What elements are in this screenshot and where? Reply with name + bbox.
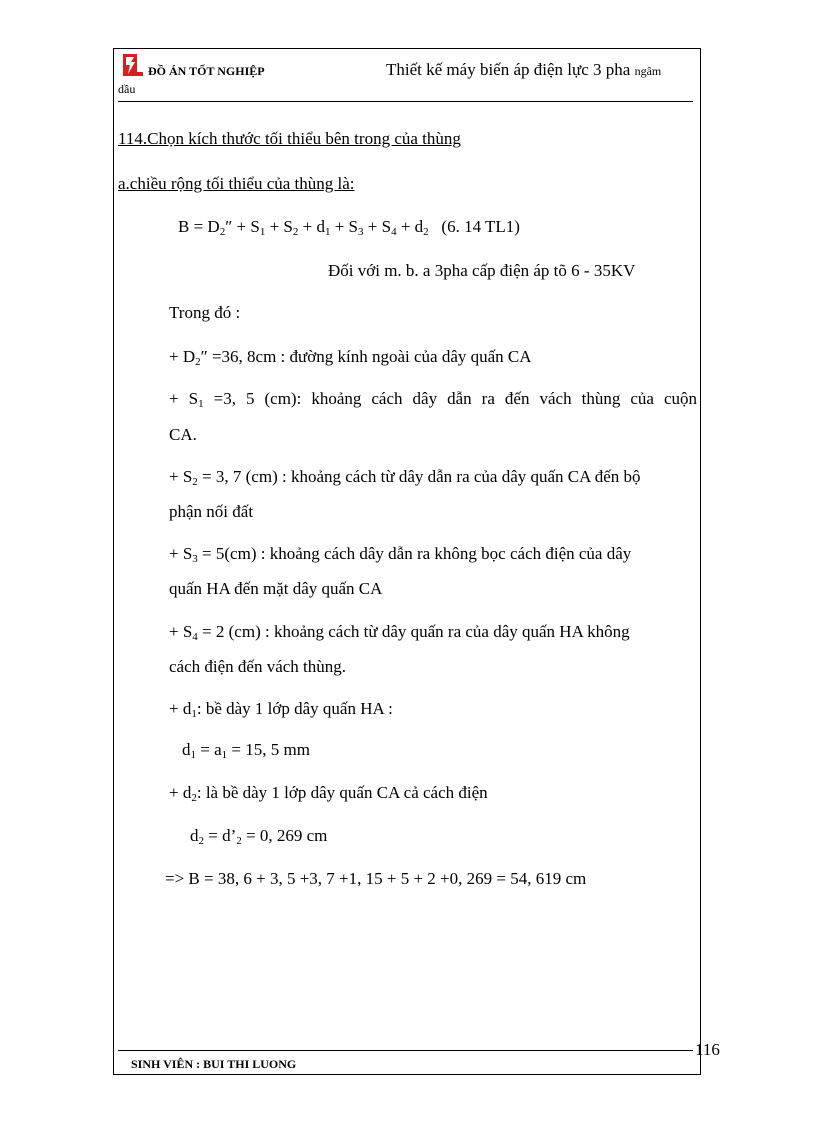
result-equation: => B = 38, 6 + 3, 5 +3, 7 +1, 15 + 5 + 2 +0, 269 = 54, 619 cm <box>165 869 587 888</box>
item-s2-continuation: phận nối đất <box>169 502 254 521</box>
item-d1: + $d_1$: bề dày 1 lớp dây quấn HA : <box>169 699 393 720</box>
item-s3: + $S_3 = 5(cm)$ : khoảng cách dây dẫn ra không bọc cách điện của dây <box>169 544 632 565</box>
item-d2-equation: $d_2$ = $d’_2 = 0$, 269 cm <box>190 826 328 847</box>
voltage-note: Đối với m. b. a 3pha cấp điện áp tõ 6 - 35KV <box>328 261 636 280</box>
header-right-title: Thiết kế máy biến áp điện lực 3 pha ngâm <box>386 60 662 79</box>
item-d2-outer: + $D_2'' =36$, 8cm : đường kính ngoài của dây quấn CA <box>169 347 532 368</box>
item-s4: + $S_4 = 2$ (cm) : khoảng cách từ dây quấn ra của dây quấn HA không <box>169 622 630 643</box>
section-subheading: a.chiều rộng tối thiểu của thùng là: <box>118 174 355 193</box>
formula-reference: (6. 14 TL1) <box>441 217 520 236</box>
main-formula: $B = D_2'' + S_1 + S_2 + d_1 + S_3 + S_4 + d_2$ (6. 14 TL1) <box>178 217 520 238</box>
item-d1-equation: $d_1 = a_1 = 15$, 5 mm <box>182 740 310 761</box>
footer-student: SINH VIÊN : BUI THI LUONG <box>131 1057 297 1071</box>
item-s2: + $S_2 = 3$, 7 (cm) : khoảng cách từ dây dẫn ra của dây quấn CA đến bộ <box>169 467 641 488</box>
section-heading: 114.Chọn kích thước tối thiểu bên trong của thùng <box>118 129 461 148</box>
header-divider <box>118 101 693 102</box>
item-s3-continuation: quấn HA đến mặt dây quấn CA <box>169 579 383 598</box>
item-s4-continuation: cách điện đến vách thùng. <box>169 657 347 676</box>
header-title-continuation: dầu <box>118 82 136 96</box>
header-left-title: ĐỒ ÁN TỐT NGHIỆP <box>148 64 265 78</box>
page-number: 116 <box>695 1040 720 1059</box>
item-d2-layer: + $d_2$: là bề dày 1 lớp dây quấn CA cả cách điện <box>169 783 488 804</box>
item-s1-continuation: CA. <box>169 425 197 444</box>
school-logo-icon <box>122 52 144 78</box>
where-label: Trong đó : <box>169 303 241 322</box>
item-s1: + $S_1 =3$, 5 (cm): khoảng cách dây dẫn ra đến vách thùng của cuộn <box>169 389 697 410</box>
footer-divider <box>118 1050 693 1051</box>
